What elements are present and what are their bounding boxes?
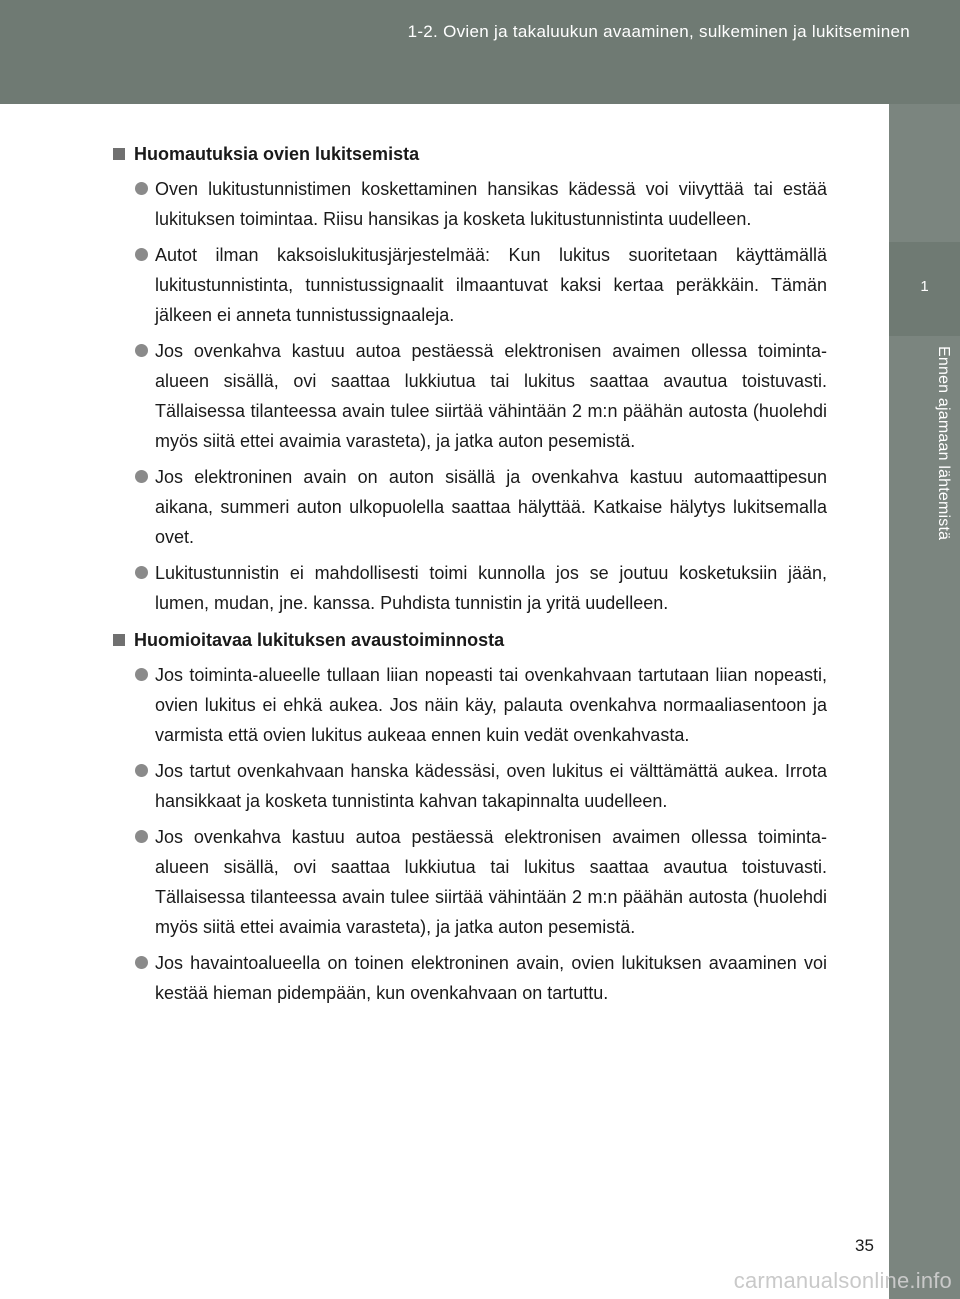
list-item-text: Jos ovenkahva kastuu autoa pestäessä elektronisen avaimen ollessa toiminta-alueen sisällä, ovi saattaa lukkiutua tai lukitus saattaa avautua toistuvasti. Tällaisessa tilanteessa avain tulee siirtää vähintään 2 m:n päähän autosta (huolehdi myös siitä ettei avaimia varasteta), ja jatka auton pesemistä. [155,341,827,451]
side-tab-number: 1 [920,278,929,295]
circle-bullet-icon [135,470,148,483]
list-item [113,336,827,456]
list-item [113,462,827,552]
page-header [0,0,960,104]
circle-bullet-icon [135,182,148,195]
side-tab-chapter[interactable] [889,242,960,336]
circle-bullet-icon [135,344,148,357]
list-item-text: Autot ilman kaksoislukitusjärjestelmää: Kun lukitus suoritetaan käyttämällä lukitustunnistinta, tunnistussignaalit ilmaantuvat kaksi kertaa peräkkäin. Tämän jälkeen ei anneta tunnistussignaaleja. [155,245,827,325]
list-item [113,948,827,1008]
page-number: 35 [855,1236,874,1255]
list-item [113,756,827,816]
list-item-text: Jos havaintoalueella on toinen elektroninen avain, ovien lukituksen avaaminen voi kestää hieman pidempään, kun ovenkahvaan on tartuttu. [155,953,827,1003]
list-item [113,822,827,942]
section-heading [113,626,827,654]
list-item-text: Lukitustunnistin ei mahdollisesti toimi kunnolla jos se joutuu kosketuksiin jään, lumen, mudan, jne. kanssa. Puhdista tunnistin ja yritä uudelleen. [155,563,827,613]
square-bullet-icon [113,148,125,160]
circle-bullet-icon [135,668,148,681]
list-item-text: Oven lukitustunnistimen koskettaminen hansikas kädessä voi viivyttää tai estää lukituksen toimintaa. Riisu hansikas ja kosketa lukitustunnistinta uudelleen. [155,179,827,229]
list-item-text: Jos elektroninen avain on auton sisällä ja ovenkahva kastuu automaattipesun aikana, summeri auton ulkopuolella saattaa hälyttää. Katkaise hälytys lukitsemalla ovet. [155,467,827,547]
circle-bullet-icon [135,566,148,579]
list-item-text: Jos toiminta-alueelle tullaan liian nopeasti tai ovenkahvaan tartutaan liian nopeasti, ovien lukitus ei ehkä aukea. Jos näin käy, palauta ovenkahva normaaliasentoon ja varmista että ovien lukitus aukeaa ennen kuin vedät ovenkahvasta. [155,665,827,745]
circle-bullet-icon [135,248,148,261]
section-heading [113,140,827,168]
watermark: carmanualsonline.info [733,1268,952,1293]
list-item [113,174,827,234]
chapter-title: 1-2. Ovien ja takaluukun avaaminen, sulkeminen ja lukitseminen [407,22,910,41]
square-bullet-icon [113,634,125,646]
page-content [113,140,827,1014]
section-heading-text: Huomautuksia ovien lukitsemista [134,144,420,164]
list-item [113,558,827,618]
list-item [113,660,827,750]
side-tab-label: Ennen ajamaan lähtemistä [935,346,952,541]
circle-bullet-icon [135,830,148,843]
circle-bullet-icon [135,956,148,969]
circle-bullet-icon [135,764,148,777]
section-heading-text: Huomioitavaa lukituksen avaustoiminnosta [134,630,505,650]
list-item-text: Jos tartut ovenkahvaan hanska kädessäsi, oven lukitus ei välttämättä aukea. Irrota hansikkaat ja kosketa tunnistinta kahvan takapinnalta uudelleen. [155,761,827,811]
list-item-text: Jos ovenkahva kastuu autoa pestäessä elektronisen avaimen ollessa toiminta-alueen sisällä, ovi saattaa lukkiutua tai lukitus saattaa avautua toistuvasti. Tällaisessa tilanteessa avain tulee siirtää vähintään 2 m:n päähän autosta (huolehdi myös siitä ettei avaimia varasteta), ja jatka auton pesemistä. [155,827,827,937]
side-tab-upper [889,104,960,242]
list-item [113,240,827,330]
